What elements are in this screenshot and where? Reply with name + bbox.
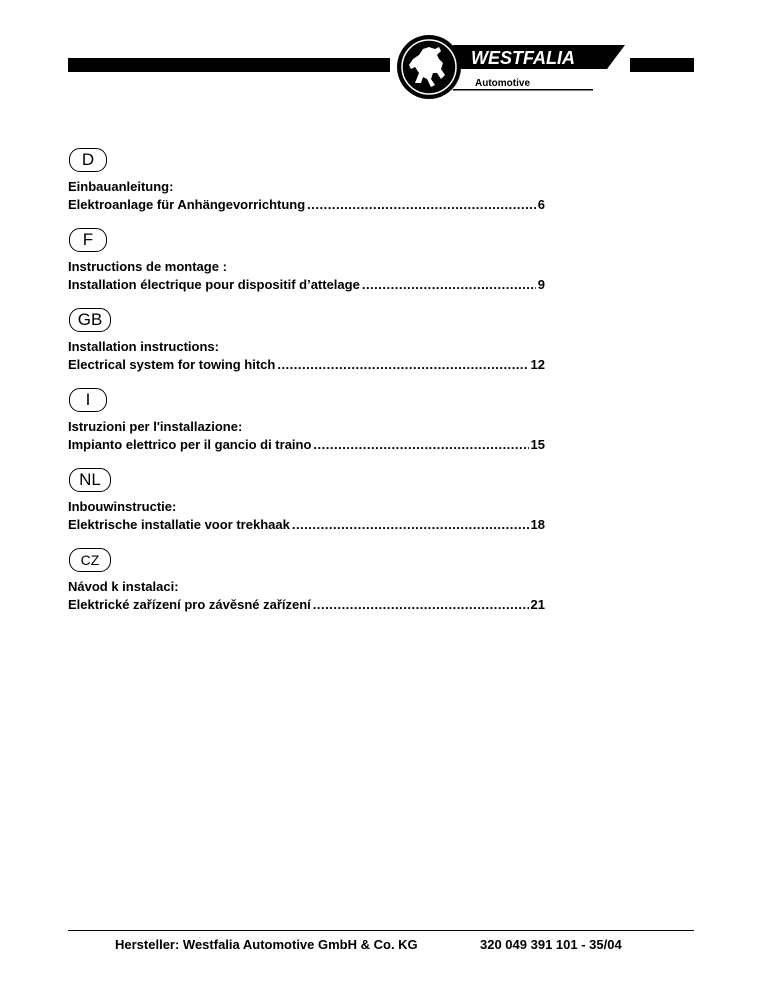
entry-title: Instructions de montage : [68,259,227,274]
toc-entry-gb [68,308,548,388]
entry-title: Istruzioni per l'installazione: [68,419,243,434]
leader-dots [292,517,529,533]
leader-dots [313,437,528,453]
entry-title: Installation instructions: [68,339,219,354]
leader-dots [307,197,536,213]
leader-dots [313,597,529,613]
entry-page: 6 [537,197,545,212]
footer-manufacturer: Hersteller: Westfalia Automotive GmbH & Co. KG [115,937,418,952]
leader-dots [362,277,536,293]
header-bar-right [630,58,694,72]
entry-subject: Elektrische installatie voor trekhaak [68,517,290,532]
toc-entry-nl [68,468,548,548]
entry-title: Inbouwinstructie: [68,499,177,514]
entry-line [68,437,545,453]
westfalia-logo [395,33,627,101]
logo-brand-text: WESTFALIA [471,48,575,68]
entry-subject: Elektroanlage für Anhängevorrichtung [68,197,306,212]
language-badge: I [69,388,107,412]
entry-page: 12 [530,357,545,372]
entry-title: Einbauanleitung: [68,179,174,194]
header-bar-left [68,58,390,72]
language-badge: F [69,228,107,252]
entry-line [68,357,545,373]
entry-page: 9 [537,277,545,292]
entry-subject: Electrical system for towing hitch [68,357,276,372]
entry-line [68,517,545,533]
entry-line [68,197,545,213]
toc-entry-cz [68,548,548,628]
leader-dots [277,357,528,373]
entry-line [68,277,545,293]
language-badge: NL [69,468,111,492]
entry-title: Návod k instalaci: [68,579,179,594]
language-badge: D [69,148,107,172]
language-badge: GB [69,308,111,332]
entry-subject: Elektrické zařízení pro závěsné zařízení [68,597,311,612]
footer-rule [68,930,694,931]
entry-subject: Impianto elettrico per il gancio di traino [68,437,312,452]
toc-entry-i [68,388,548,468]
language-badge: CZ [69,548,111,572]
entry-page: 21 [530,597,545,612]
entry-page: 15 [530,437,545,452]
entry-page: 18 [530,517,545,532]
toc-entry-d [68,148,548,228]
table-of-contents [68,148,548,628]
toc-entry-f [68,228,548,308]
entry-subject: Installation électrique pour dispositif d’attelage [68,277,360,292]
entry-line [68,597,545,613]
logo-sub-text: Automotive [475,78,530,89]
footer-doc-number: 320 049 391 101 - 35/04 [480,937,622,952]
